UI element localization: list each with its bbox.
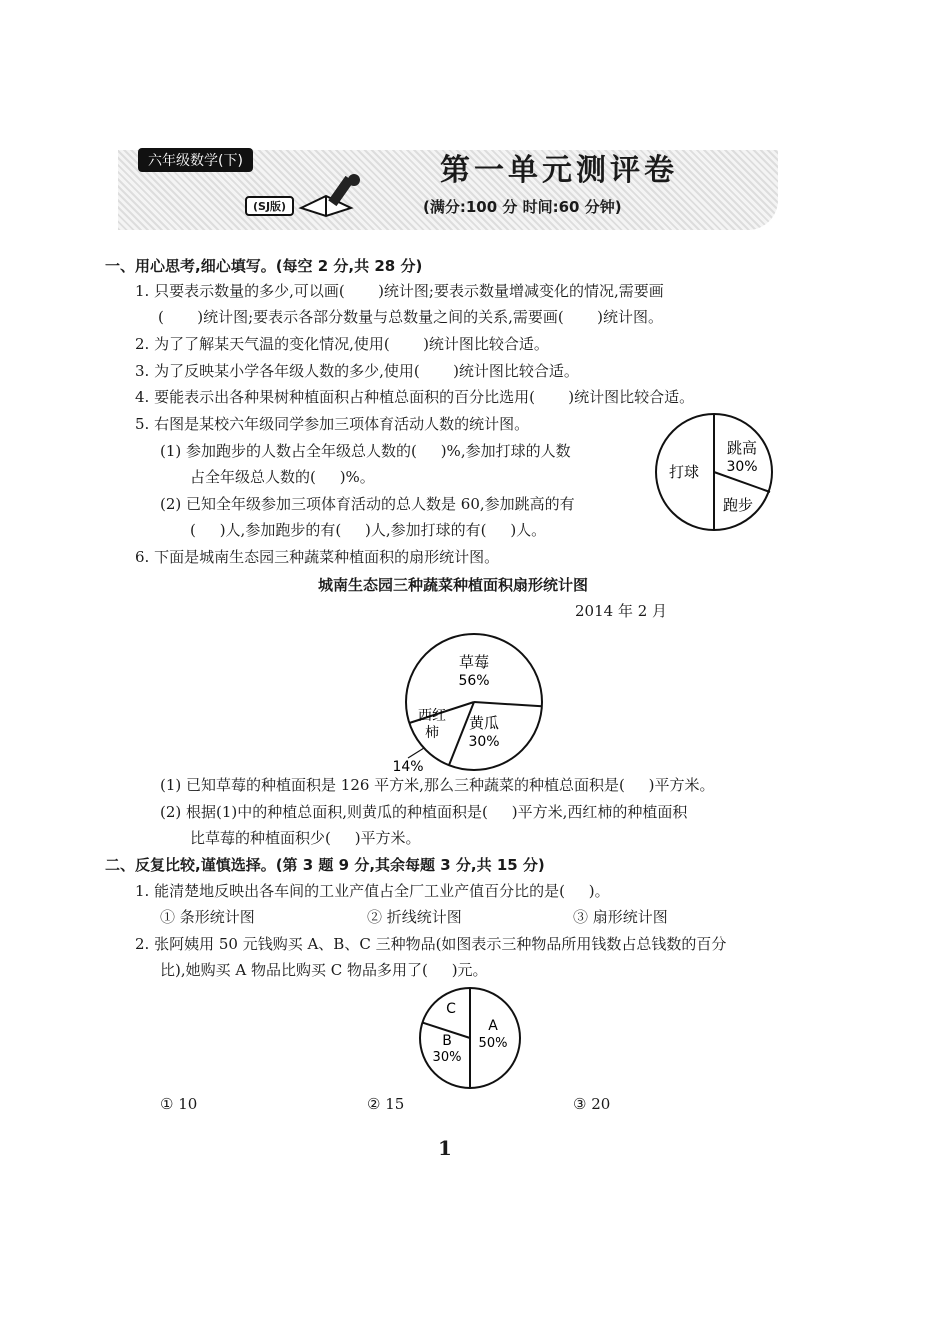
pie3-value-b: 30% [432,1050,462,1065]
grade-badge: 六年级数学(下) [138,148,253,172]
q3: 3. 为了反映某小学各年级人数的多少,使用( )统计图比较合适。 [135,362,579,380]
s2-q2-opt3: ③ 20 [573,1095,611,1113]
q6-2a: (2) 根据(1)中的种植总面积,则黄瓜的种植面积是( )平方米,西红柿的种植面积 [160,803,688,821]
pie1-label-ball: 打球 [668,463,700,481]
pie1-value-jump: 30% [726,459,758,475]
s2-q1: 1. 能清楚地反映出各车间的工业产值占全厂工业产值百分比的是( )。 [135,882,610,900]
book-pen-icon [296,168,376,222]
page-number: 1 [438,1136,452,1160]
pie2-leader-line [408,748,424,758]
q6-1: (1) 已知草莓的种植面积是 126 平方米,那么三种蔬菜的种植总面积是( )平方米。 [160,776,715,794]
page-subtitle: (满分:100 分 时间:60 分钟) [423,198,622,216]
s2-q1-opt3: ③ 扇形统计图 [573,908,668,926]
pie2-label-tomato-line1: 西红 [418,708,446,724]
sports-pie-chart [650,410,780,535]
page-title: 第一单元测评卷 [440,153,678,188]
q5-2b: ( )人,参加跑步的有( )人,参加打球的有( )人。 [190,521,547,539]
pie3-label-a: A [488,1018,498,1034]
s2-q2-line2: 比),她购买 A 物品比购买 C 物品多用了( )元。 [160,961,488,979]
q1-line1: 1. 只要表示数量的多少,可以画( )统计图;要表示数量增减变化的情况,需要画 [135,282,664,300]
s2-q2-opt1: ① 10 [160,1095,198,1113]
s2-q2-line1: 2. 张阿姨用 50 元钱购买 A、B、C 三种物品(如图表示三种物品所用钱数占总钱数的百分 [135,935,727,953]
pie2-value-strawberry: 56% [458,673,490,689]
q5-1b: 占全年级总人数的( )%。 [190,468,375,486]
q5-1a: (1) 参加跑步的人数占全年级总人数的( )%,参加打球的人数 [160,442,571,460]
pie3-label-c: C [446,1001,456,1017]
pie1-label-jump: 跳高 [726,439,758,457]
pie2-label-tomato-line2: 柿 [425,725,439,741]
pie1-label-run: 跑步 [722,496,754,514]
q6: 6. 下面是城南生态园三种蔬菜种植面积的扇形统计图。 [135,548,500,566]
q4: 4. 要能表示出各种果树种植面积占种植总面积的百分比选用( )统计图比较合适。 [135,388,695,406]
pie2-value-tomato: 14% [392,759,424,775]
q5: 5. 右图是某校六年级同学参加三项体育活动人数的统计图。 [135,415,530,433]
abc-pie-chart [415,983,525,1093]
pie2-label-strawberry: 草莓 [458,653,490,671]
q2: 2. 为了了解某天气温的变化情况,使用( )统计图比较合适。 [135,335,549,353]
pie2-value-cucumber: 30% [468,734,500,750]
pie3-label-b: B [442,1033,452,1049]
veg-chart-title: 城南生态园三种蔬菜种植面积扇形统计图 [318,576,589,594]
s2-q1-opt1: ① 条形统计图 [160,908,255,926]
vegetable-pie-chart [390,630,560,775]
q6-2b: 比草莓的种植面积少( )平方米。 [190,829,421,847]
s2-q1-opt2: ② 折线统计图 [367,908,462,926]
veg-chart-date: 2014 年 2 月 [575,602,668,620]
q5-2a: (2) 已知全年级参加三项体育活动的总人数是 60,参加跳高的有 [160,495,575,513]
pie3-value-a: 50% [478,1036,508,1051]
q1-line2: ( )统计图;要表示各部分数量与总数量之间的关系,需要画( )统计图。 [158,308,663,326]
edition-badge: (SJ版) [245,196,294,216]
pie2-label-cucumber: 黄瓜 [468,714,500,732]
section2-heading: 二、反复比较,谨慎选择。(第 3 题 9 分,其余每题 3 分,共 15 分) [105,856,545,874]
s2-q2-opt2: ② 15 [367,1095,405,1113]
section1-heading: 一、用心思考,细心填写。(每空 2 分,共 28 分) [105,257,423,275]
